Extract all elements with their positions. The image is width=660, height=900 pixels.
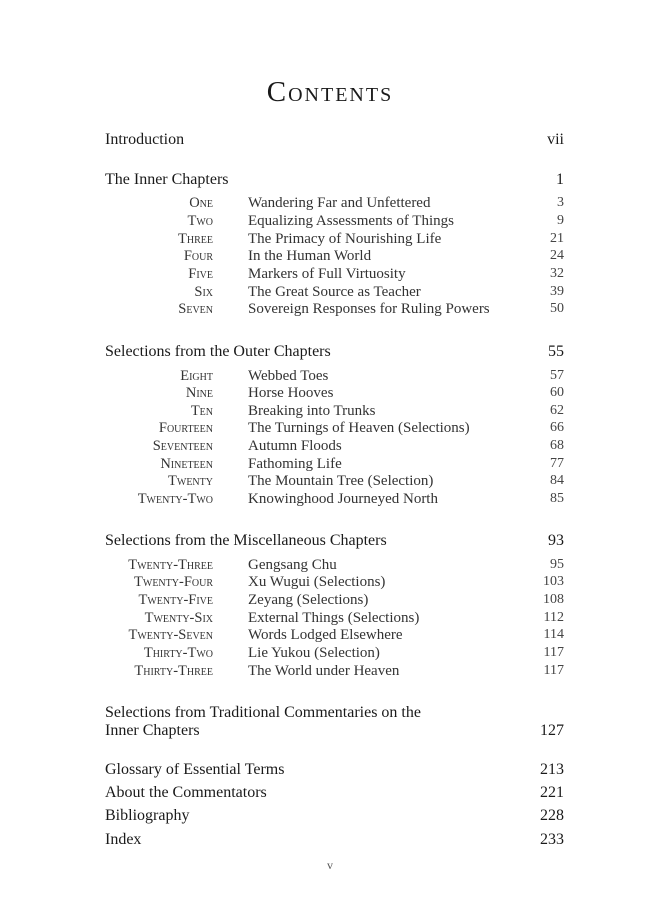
chapter-page: 9 xyxy=(557,213,564,228)
chapter-number: Twenty-Four xyxy=(134,574,213,590)
toc-chapter[interactable] xyxy=(0,301,660,321)
toc-entry-page: 228 xyxy=(540,807,564,824)
toc-entry-label: Introduction xyxy=(105,131,185,148)
chapter-number: Three xyxy=(178,231,213,247)
toc-chapter[interactable] xyxy=(0,195,660,215)
toc-entry-label: Glossary of Essential Terms xyxy=(105,761,285,778)
chapter-page: 24 xyxy=(550,248,564,263)
chapter-number: Nineteen xyxy=(160,456,213,472)
chapter-page: 50 xyxy=(550,301,564,316)
chapter-number: Five xyxy=(188,266,213,282)
chapter-title: Zeyang (Selections) xyxy=(248,592,369,608)
chapter-page: 39 xyxy=(550,284,564,299)
toc-entry-index[interactable] xyxy=(0,831,660,851)
chapter-page: 77 xyxy=(550,456,564,471)
page-number: v xyxy=(327,858,333,872)
chapter-title: Markers of Full Virtuosity xyxy=(248,266,406,282)
toc-chapter[interactable] xyxy=(0,385,660,405)
chapter-number: Twenty xyxy=(168,473,213,489)
chapter-number: Thirty-Two xyxy=(143,645,213,661)
toc-section-page: 93 xyxy=(548,532,564,549)
chapter-title: Autumn Floods xyxy=(248,438,342,454)
chapter-number: Eight xyxy=(180,368,213,384)
toc-entry-glossary[interactable] xyxy=(0,761,660,781)
toc-section-outer[interactable] xyxy=(0,343,660,363)
chapter-page: 117 xyxy=(543,663,564,678)
toc-section-traditional-line2[interactable] xyxy=(0,722,660,742)
chapter-page: 112 xyxy=(543,610,564,625)
chapter-title: Fathoming Life xyxy=(248,456,342,472)
toc-section-label: Selections from the Outer Chapters xyxy=(105,343,331,360)
toc-section-label: Inner Chapters xyxy=(105,722,200,739)
chapter-title: The World under Heaven xyxy=(248,663,400,679)
toc-entry-commentators[interactable] xyxy=(0,784,660,804)
toc-section-page: 127 xyxy=(540,722,564,739)
toc-chapter[interactable] xyxy=(0,438,660,458)
toc-chapter[interactable] xyxy=(0,491,660,511)
chapter-title: The Great Source as Teacher xyxy=(248,284,421,300)
chapter-number: Twenty-Three xyxy=(128,557,213,573)
toc-section-label: Selections from Traditional Commentaries on the xyxy=(105,704,421,721)
chapter-number: Twenty-Five xyxy=(138,592,213,608)
toc-section-label: Selections from the Miscellaneous Chapters xyxy=(105,532,387,549)
toc-chapter[interactable] xyxy=(0,420,660,440)
chapter-page: 66 xyxy=(550,420,564,435)
chapter-number: Seven xyxy=(178,301,213,317)
chapter-page: 103 xyxy=(543,574,564,589)
chapter-title: Wandering Far and Unfettered xyxy=(248,195,431,211)
chapter-number: Two xyxy=(187,213,213,229)
chapter-title: Gengsang Chu xyxy=(248,557,337,573)
toc-section-page: 1 xyxy=(556,171,564,188)
toc-entry-label: Bibliography xyxy=(105,807,190,824)
chapter-page: 3 xyxy=(557,195,564,210)
chapter-title: Breaking into Trunks xyxy=(248,403,376,419)
chapter-number: Six xyxy=(194,284,213,300)
chapter-title: Horse Hooves xyxy=(248,385,334,401)
chapter-title: Knowinghood Journeyed North xyxy=(248,491,438,507)
chapter-number: Twenty-Six xyxy=(144,610,213,626)
chapter-page: 32 xyxy=(550,266,564,281)
chapter-title: Xu Wugui (Selections) xyxy=(248,574,386,590)
chapter-page: 21 xyxy=(550,231,564,246)
chapter-number: Ten xyxy=(190,403,213,419)
toc-entry-page: vii xyxy=(547,131,564,148)
chapter-title: In the Human World xyxy=(248,248,372,264)
toc-entry-label: About the Commentators xyxy=(105,784,267,801)
chapter-page: 95 xyxy=(550,557,564,572)
chapter-number: Seventeen xyxy=(152,438,213,454)
chapter-number: Thirty-Three xyxy=(134,663,213,679)
chapter-number: Four xyxy=(183,248,213,264)
toc-chapter[interactable] xyxy=(0,213,660,233)
chapter-page: 57 xyxy=(550,368,564,383)
chapter-title: Words Lodged Elsewhere xyxy=(248,627,403,643)
toc-chapter[interactable] xyxy=(0,248,660,268)
chapter-number: Fourteen xyxy=(158,420,213,436)
toc-chapter[interactable] xyxy=(0,592,660,612)
toc-chapter[interactable] xyxy=(0,266,660,286)
toc-chapter[interactable] xyxy=(0,574,660,594)
chapter-number: Nine xyxy=(185,385,213,401)
chapter-page: 108 xyxy=(543,592,564,607)
toc-section-traditional[interactable] xyxy=(0,704,660,724)
chapter-title: The Turnings of Heaven (Selections) xyxy=(248,420,470,436)
chapter-title: Lie Yukou (Selection) xyxy=(248,645,380,661)
chapter-page: 68 xyxy=(550,438,564,453)
chapter-title: The Mountain Tree (Selection) xyxy=(248,473,434,489)
chapter-page: 117 xyxy=(543,645,564,660)
toc-entry-label: Index xyxy=(105,831,142,848)
page-title: Contents xyxy=(266,76,394,108)
chapter-page: 114 xyxy=(543,627,564,642)
chapter-title: The Primacy of Nourishing Life xyxy=(248,231,442,247)
toc-entry-introduction[interactable] xyxy=(0,131,660,151)
chapter-page: 62 xyxy=(550,403,564,418)
toc-chapter[interactable] xyxy=(0,473,660,493)
toc-entry-page: 233 xyxy=(540,831,564,848)
chapter-page: 84 xyxy=(550,473,564,488)
toc-chapter[interactable] xyxy=(0,627,660,647)
chapter-page: 85 xyxy=(550,491,564,506)
toc-entry-page: 221 xyxy=(540,784,564,801)
toc-section-inner[interactable] xyxy=(0,171,660,191)
toc-section-page: 55 xyxy=(548,343,564,360)
toc-section-misc[interactable] xyxy=(0,532,660,552)
chapter-title: External Things (Selections) xyxy=(248,610,420,626)
chapter-title: Sovereign Responses for Ruling Powers xyxy=(248,301,490,317)
chapter-title: Webbed Toes xyxy=(248,368,329,384)
chapter-page: 60 xyxy=(550,385,564,400)
toc-entry-page: 213 xyxy=(540,761,564,778)
toc-chapter[interactable] xyxy=(0,645,660,665)
toc-chapter[interactable] xyxy=(0,663,660,683)
chapter-title: Equalizing Assessments of Things xyxy=(248,213,454,229)
chapter-number: Twenty-Seven xyxy=(128,627,213,643)
chapter-number: Twenty-Two xyxy=(137,491,213,507)
toc-entry-bibliography[interactable] xyxy=(0,807,660,827)
chapter-number: One xyxy=(189,195,213,211)
toc-section-label: The Inner Chapters xyxy=(105,171,229,188)
